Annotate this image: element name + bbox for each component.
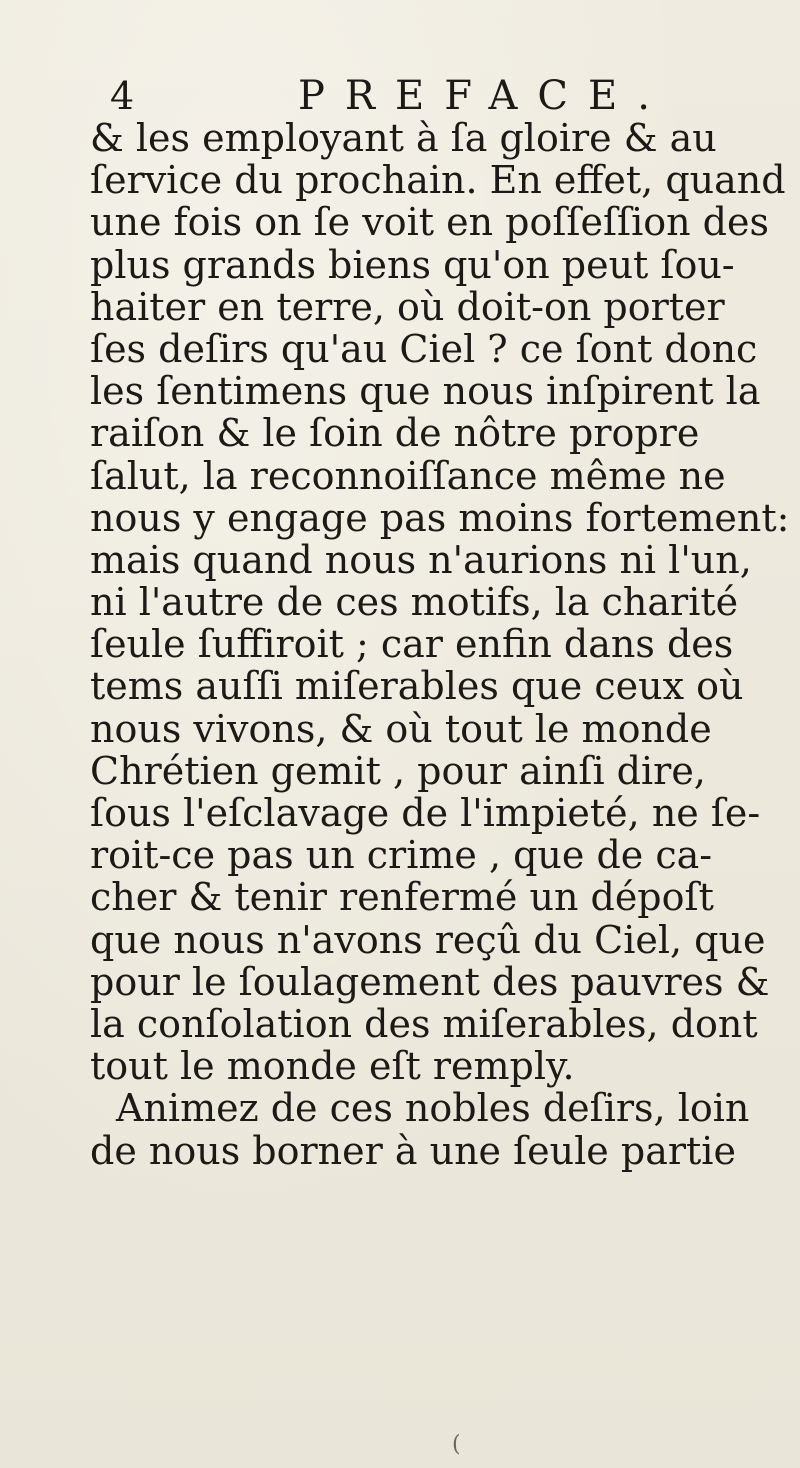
text-line: ſes deſirs qu'au Ciel ? ce ſont donc xyxy=(90,326,758,371)
text-line: & les employant à ſa gloire & au xyxy=(90,116,717,160)
text-line: ni l'autre de ces motifs, la charité xyxy=(90,580,739,625)
text-line: nous vivons, & où tout le monde xyxy=(90,706,712,751)
text-line: tout le monde eſt remply. xyxy=(90,1044,575,1089)
text-line: une fois on ſe voit en poſſeſſion des xyxy=(90,200,769,245)
text-line: plus grands biens qu'on peut ſou- xyxy=(90,242,735,287)
page-number: 4 xyxy=(110,74,135,118)
text-line: haiter en terre, où doit-on porter xyxy=(90,284,725,329)
text-line: pour le ſoulagement des pauvres & xyxy=(90,959,770,1004)
text-line: Animez de ces nobles deſirs, loin xyxy=(116,1086,750,1131)
body-text xyxy=(90,116,790,1173)
page-header xyxy=(110,72,670,122)
text-line: roit-ce pas un crime , que de ca- xyxy=(90,833,713,878)
text-line: nous y engage pas moins fortement: xyxy=(90,495,790,540)
text-line: Chrétien gemit , pour ainſi dire, xyxy=(90,748,706,793)
running-head: PREFACE. xyxy=(298,73,670,119)
text-line: la conſolation des miſerables, dont xyxy=(90,1001,758,1046)
footer-mark: ( xyxy=(452,1432,461,1457)
text-line: de nous borner à une ſeule partie xyxy=(90,1128,736,1173)
text-line: que nous n'avons reçû du Ciel, que xyxy=(90,917,766,962)
text-line: tems auſſi miſerables que ceux où xyxy=(90,664,744,709)
text-line: ſalut, la reconnoiſſance même ne xyxy=(90,453,726,498)
text-line: raiſon & le ſoin de nôtre propre xyxy=(90,411,700,456)
text-line: ſervice du prochain. En effet, quand xyxy=(90,158,786,203)
text-line: mais quand nous n'aurions ni l'un, xyxy=(90,537,752,582)
text-line: les ſentimens que nous inſpirent la xyxy=(90,369,761,414)
text-line: cher & tenir renfermé un dépoſt xyxy=(90,875,714,920)
text-line: ſeule ſuffiroit ; car enfin dans des xyxy=(90,622,734,667)
text-line: ſous l'eſclavage de l'impieté, ne ſe- xyxy=(90,791,761,835)
